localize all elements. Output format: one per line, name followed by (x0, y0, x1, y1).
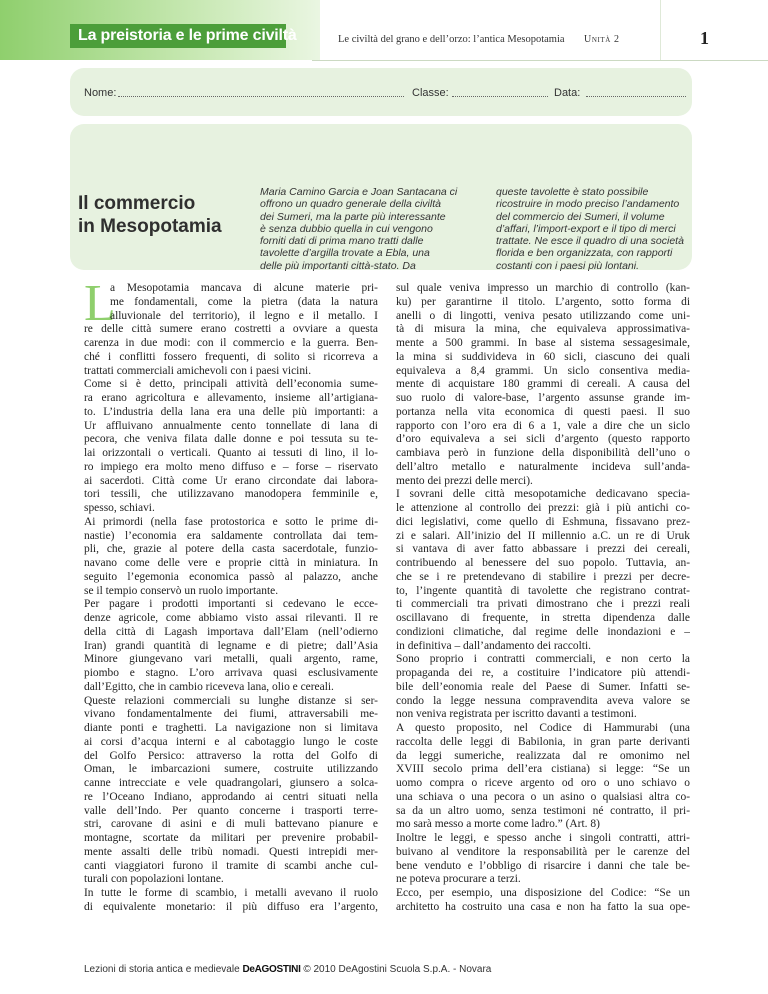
page-number: 1 (700, 28, 709, 48)
text-line: del Golfo Persico: attraverso la rotta del Golfo di (84, 749, 378, 762)
name-label: Nome: (84, 87, 117, 99)
text-line: dici legislativi, come quello di Eshmuna, fissavano prez- (396, 515, 690, 528)
text-line: nastie) l’economia era saldamente controllata dai tem- (84, 529, 378, 542)
text-line: vivano fondamentalmente dei fiumi, attraversabili me- (84, 708, 378, 721)
intro-line: forniti dati di prima mano tratti dalle (260, 235, 424, 248)
body-column-2 (396, 282, 690, 915)
text-line: to. L’industria della lana era una delle più importanti: a (84, 405, 378, 418)
text-line: Inoltre le leggi, e spesso anche i singoli contratti, attri- (396, 832, 690, 844)
text-line: mo sarà messo a morte come ladro.” (Art. 8) (396, 818, 600, 831)
page-footer (84, 964, 491, 975)
text-line: mente di acquistare 180 grammi di cereali. A causa del (396, 378, 690, 391)
name-field[interactable] (118, 96, 404, 97)
text-line: Per pagare i prodotti importanti si cedevano le ecce- (84, 598, 378, 611)
text-line: contribuendo al benessere del suo popolo. Tuttavia, an- (396, 557, 690, 569)
intro-column-2 (496, 186, 684, 272)
text-line: ne poteva procurare a terzi. (396, 873, 521, 886)
body-column-1 (84, 282, 378, 915)
student-info-band (70, 68, 692, 116)
text-line: pli, che, grazie al potere della casta sacerdotale, funzio- (84, 543, 378, 556)
text-line: si vantava di aver fatto abbassare i prezzi dei cereali, (396, 543, 690, 556)
footer-copyright: © 2010 DeAgostini Scuola S.p.A. - Novara (300, 964, 492, 975)
intro-line: è senza dubbio quella in cui vengono (260, 222, 433, 235)
text-line: A questo proposito, nel Codice di Hammurabi (una (396, 722, 690, 734)
text-line: Minore giungevano vari metalli, quali argento, rame, (84, 653, 378, 666)
text-line: lai orizzontali o verticali. Quanto ai tessuti di lino, il lo- (84, 447, 378, 459)
text-line: bene venduto e l’obbligo di risarcire i danni che tale be- (396, 859, 690, 872)
text-line: da leggi sumeriche, realizzata dal re omonimo nel (396, 749, 690, 762)
text-line: ai corsi d’acqua interni e al cabotaggio lungo le coste (84, 735, 378, 748)
intro-line: ricostruire in modo preciso l’andamento (496, 198, 680, 211)
text-line: che se i re pretendevano di stabilire i prezzi per decre- (396, 570, 690, 583)
text-line: ro impiego era molto meno diffuso e – forse – riservato (84, 460, 378, 473)
text-line: raccolta delle leggi di Babilonia, in gran parte derivanti (396, 735, 690, 748)
text-line: pecora, che veniva filata dalle donne e poi tessuta su te- (84, 433, 378, 446)
intro-line: Maria Camino Garcia e Joan Santacana ci (260, 186, 458, 198)
intro-column-1 (260, 186, 486, 272)
text-line: Come si è detto, principali attività dell’economia sume- (84, 378, 378, 391)
drop-cap: L (84, 275, 116, 332)
text-line: re delle città sumere erano costretti a ovviare a questa (84, 323, 378, 336)
class-field[interactable] (452, 96, 548, 97)
intro-line: dei Sumeri, ma la parte più interessante (260, 210, 446, 223)
text-line: mente a 500 grammi. In base al sistema sessagesimale, (396, 337, 690, 349)
intro-line: offrono un quadro generale della civiltà (260, 198, 441, 211)
text-line: le attenzione al controllo dei prezzi: già i più antichi co- (396, 502, 690, 514)
text-line: una schiava o una pecora o un asino o qualsiasi altra co- (396, 790, 690, 803)
text-line: seguito l’egemonia economica passò al palazzo, anche (84, 570, 378, 583)
text-line: Sono proprio i contratti commerciali, e non certo la (396, 653, 690, 666)
text-line: trattati commerciali amichevoli con i paesi vicini. (84, 364, 312, 377)
header-rule (312, 60, 768, 61)
chapter-subtitle: Le civiltà del grano e dell’orzo: l’antica Mesopotamia (338, 34, 565, 45)
intro-line: queste tavolette è stato possibile (496, 186, 649, 198)
text-line: navano come delle vere e proprie città in miniatura. In (84, 557, 378, 569)
text-line: ché i conflitti fossero frequenti, di solito si ricorreva a (84, 350, 378, 363)
text-line: portanza nella vita economica di questi paesi. Il suo (396, 405, 690, 418)
text-line: alluvionale del territorio), il legno e il metallo. I (110, 309, 378, 322)
text-line: equivaleva a 8,4 grammi. Un siclo consentiva media- (396, 364, 690, 377)
intro-line: tavolette d’argilla trovate a Ebla, una (260, 247, 430, 260)
text-line: anelli o di lingotti, veniva pesato utilizzando come uni- (396, 309, 690, 322)
text-line: canti viaggiatori furono il tramite di scambi anche cul- (84, 859, 378, 872)
text-line: turali con popolazioni lontane. (84, 873, 224, 886)
intro-line: trattate. Ne esce il quadro di una società (496, 235, 684, 248)
intro-line: d’affari, l’import-export e il tipo di merci (496, 222, 676, 235)
text-line: rapporto con l’oro era di 6 a 1, vale a dire che un siclo (396, 419, 690, 432)
text-line: diante ponti e traghetti. La navigazione non si limitava (84, 722, 378, 734)
text-line: di equivalente monetario: il più diffuso era l’argento, (84, 900, 378, 913)
footer-text-left: Lezioni di storia antica e medievale (84, 964, 243, 975)
text-line: me fondamentali, come la pietra (data la natura (110, 295, 378, 308)
text-line: Ur affluivano annualmente cento tonnellate di lana di (84, 419, 378, 432)
text-line: mento dei prezzi delle merci). (396, 474, 533, 487)
text-line: mente assalti delle tribù nomadi. Questi intrepidi mer- (84, 845, 378, 858)
text-line: Iran) grandi quantità di legname e di pietre; dall’Asia (84, 639, 378, 652)
article-title-line1: Il commercio (78, 193, 196, 214)
text-line: se il tempio conservò un ruolo importante. (84, 584, 279, 597)
text-line: cambiava però in funzione della disponibilità dell’uno o (396, 447, 690, 459)
text-line: ku) per garantirne il titolo. L’argento, sotto forma di (396, 295, 690, 308)
text-line: ai sacerdoti. Città come Ur erano circondate dai labora- (84, 474, 378, 487)
date-label: Data: (554, 87, 581, 99)
text-line: della città di Lagash importava dall’Elam (nell’odierno (84, 625, 378, 638)
date-field[interactable] (586, 96, 686, 97)
text-line: In tutte le forme di scambio, i metalli avevano il ruolo (84, 887, 378, 899)
text-line: non veniva registrata per iscritto davanti a testimoni. (396, 708, 637, 721)
intro-line: del commercio dei Sumeri, il volume (496, 210, 665, 223)
text-line: Ecco, per esempio, una disposizione del Codice: “Se un (396, 887, 690, 899)
text-line: suo ruolo di valore-base, l’argento assunse grande im- (396, 392, 690, 404)
text-line: Ai primordi (nella fase protostorica e sotto le prime di- (84, 515, 378, 528)
text-line: Queste relazioni commerciali su lunghe distanze si ser- (84, 694, 378, 707)
text-line: la mina si suddivideva in 60 sicli, ciascuno dei quali (396, 350, 690, 363)
class-label: Classe: (412, 87, 449, 99)
text-line: to, l’ingente quantità di tavolette che registrano contrat- (396, 584, 690, 597)
unit-label: Unità 2 (584, 34, 620, 45)
text-line: architetto ha costruito una casa e non ha fatto la sua ope- (396, 900, 690, 913)
text-line: tori tessili, che utilizzavano manodopera femminile e, (84, 488, 378, 501)
text-line: oscillavano di frequente, in stretta dipendenza dalle (396, 612, 690, 624)
text-line: denze agricole, come abbiamo visto assai rilevanti. Il re (84, 612, 378, 624)
text-line: montagne, scortate da militari per prevenire probabil- (84, 832, 378, 844)
text-line: dall’Egitto, che in cambio riceveva lana, olio e cereali. (84, 680, 334, 693)
article-title-line2: in Mesopotamia (78, 216, 222, 237)
intro-line: florida e ben organizzata, con rapporti (496, 247, 673, 260)
text-line: d’oro equivaleva a sei sicli d’argento (questo rapporto (396, 433, 690, 446)
text-line: sul quale veniva impresso un marchio di controllo (kan- (396, 282, 690, 294)
text-line: Oman, le imbarcazioni sumere, costruite utilizzando (84, 763, 378, 776)
text-line: I sovrani delle città mesopotamiche dedicavano specia- (396, 488, 690, 501)
text-line: sa da un altro uomo, senza testimoni né contratto, il pri- (396, 804, 690, 817)
text-line: ra erano agricoltura e allevamento, insieme all’artigiana- (84, 392, 378, 404)
text-line: ti commerciali tra privati dimostrano che i prezzi reali (396, 598, 690, 611)
text-line: valle dell’Indo. Per quanto concerne i trasporti terre- (84, 804, 378, 817)
text-line: zi e salari. All’inizio del II millennio a.C. un re di Uruk (396, 529, 690, 542)
text-line: dell’altro metallo e naturalmente incideva sull’anda- (396, 460, 690, 473)
text-line: carenza in due modi: con il commercio e la guerra. Ben- (84, 337, 378, 349)
text-line: piombo e stagno. L’oro arrivava quasi esclusivamente (84, 667, 378, 679)
text-line: in definitiva – dall’andamento dei raccolti. (396, 639, 592, 652)
text-line: buivano al venditore la responsabilità per le carenze del (396, 845, 690, 858)
text-line: tà di misura la mina, che equivaleva approssimativa- (396, 323, 690, 336)
intro-line: costanti con i paesi più lontani. (496, 259, 640, 272)
text-line: a Mesopotamia mancava di alcune materie pri- (110, 282, 378, 294)
text-line: re l’Oceano Indiano, approdando ai centri situati nella (84, 790, 378, 803)
section-title: La preistoria e le prime civiltà (78, 27, 297, 44)
text-line: XVIII secolo prima dell’era cistiana) si legge: “Se un (396, 763, 690, 776)
text-line: condo la legge nessuna compravendita aveva valore se (396, 694, 690, 707)
text-line: propaganda dei re, a costituire l’indicatore più attendi- (396, 667, 690, 679)
article-title (78, 192, 248, 238)
text-line: uomo compra o riceve argento od oro o uno schiavo o (396, 777, 690, 789)
text-line: bile dell’eonomia reale del Paese di Sumer. Infatti se- (396, 680, 690, 693)
text-line: stri, carovane di asini e di muli battevano pianure e (84, 818, 378, 831)
text-line: condizioni climatiche, dal regime delle inondazioni e – (396, 625, 690, 638)
intro-line: delle più importanti città-stato. Da (260, 259, 416, 272)
publisher-logo: DeAGOSTINI (242, 964, 301, 975)
page-number-box (660, 0, 768, 60)
text-line: spesso, schiavi. (84, 502, 155, 514)
text-line: canne intrecciate e vele quadrangolari, giunsero a solca- (84, 777, 378, 789)
